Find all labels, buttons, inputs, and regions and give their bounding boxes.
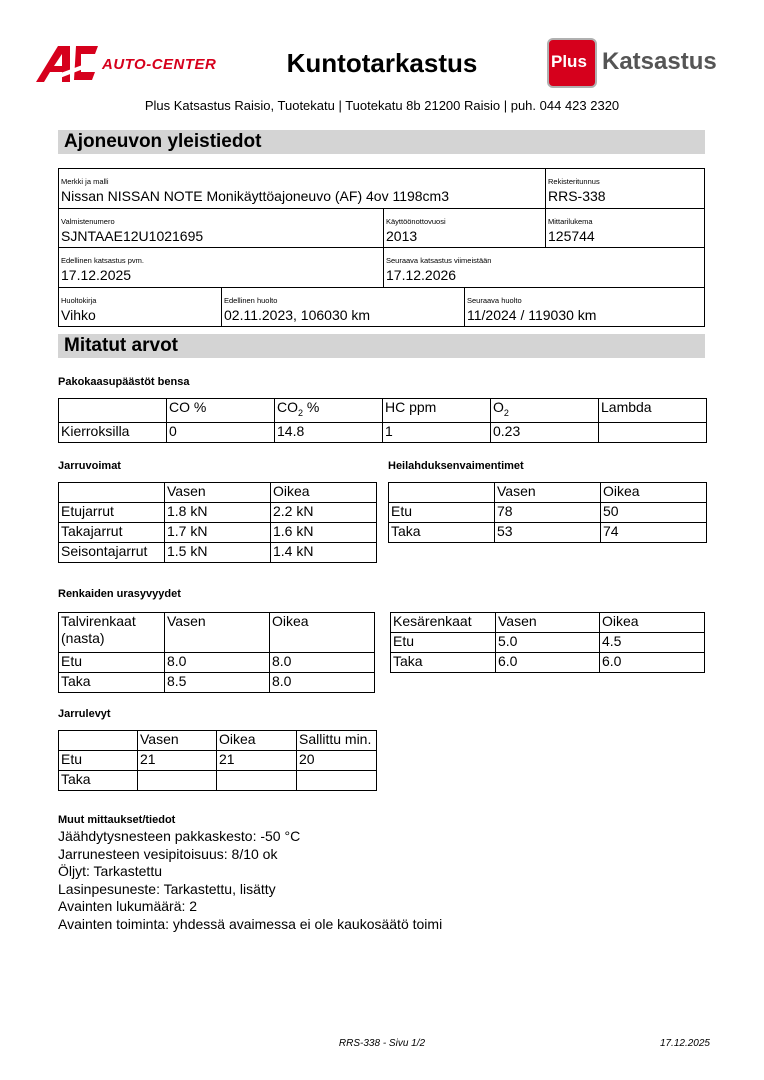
vehicle-info-grid	[58, 168, 705, 327]
left-header: Vasen	[496, 613, 600, 633]
registration-value: RRS-338	[548, 188, 606, 204]
prev-service-value: 02.11.2023, 106030 km	[224, 307, 371, 323]
table-cell	[389, 483, 495, 503]
left-header: Vasen	[165, 483, 271, 503]
shocks-title: Heilahduksenvaimentimet	[388, 460, 524, 472]
info-row	[59, 248, 704, 288]
next-inspection-label: Seuraava katsastus viimeistään	[386, 256, 492, 265]
min-value: 20	[297, 751, 377, 771]
table-cell	[59, 399, 167, 423]
list-item: Lasinpesuneste: Tarkastettu, lisätty	[58, 880, 276, 897]
other-title: Muut mittaukset/tiedot	[58, 814, 176, 826]
row-label: Taka	[391, 653, 496, 673]
right-value: 1.6 kN	[271, 523, 377, 543]
plus-katsastus-logo	[547, 38, 729, 90]
o2-header	[491, 399, 599, 423]
vin-label: Valmistenumero	[61, 217, 115, 226]
brakes-table	[58, 482, 377, 563]
o2-header-text: O	[493, 399, 504, 415]
next-inspection-value: 17.12.2026	[386, 267, 457, 283]
list-item: Jarrunesteen vesipitoisuus: 8/10 ok	[58, 845, 278, 862]
left-value: 78	[495, 503, 601, 523]
table-row	[59, 751, 377, 771]
right-value: 8.0	[270, 673, 375, 693]
co-header: CO %	[167, 399, 275, 423]
left-header: Vasen	[138, 731, 217, 751]
right-value: 50	[601, 503, 707, 523]
list-item: Avainten toiminta: yhdessä avaimessa ei ole kaukosäätö toimi	[58, 915, 443, 932]
prev-service-cell	[221, 288, 464, 326]
list-item: Avainten lukumäärä: 2	[58, 898, 198, 914]
auto-center-logo	[36, 44, 226, 84]
table-row	[59, 543, 377, 563]
right-value: 2.2 kN	[271, 503, 377, 523]
page-footer: RRS-338 - Sivu 1/2	[338, 1038, 426, 1049]
brakes-title: Jarruvoimat	[58, 460, 121, 472]
winter-tires-table	[58, 612, 375, 693]
right-header: Oikea	[600, 613, 705, 633]
table-row	[59, 653, 375, 673]
co2-header	[275, 399, 383, 423]
footer-date: 17.12.2025	[659, 1038, 710, 1049]
registration-cell	[545, 169, 706, 208]
last-inspection-label: Edellinen katsastus pvm.	[61, 256, 144, 265]
left-value: 5.0	[496, 633, 600, 653]
table-row	[59, 673, 375, 693]
service-book-cell	[59, 288, 221, 326]
hc-value: 1	[383, 422, 491, 442]
vin-cell	[59, 209, 383, 247]
station-info: Plus Katsastus Raisio, Tuotekatu | Tuotekatu 8b 21200 Raisio | puh. 044 423 2320	[144, 98, 620, 113]
left-value: 21	[138, 751, 217, 771]
summer-tires-table	[390, 612, 705, 673]
min-value	[297, 771, 377, 791]
co2-value: 14.8	[275, 422, 383, 442]
summer-tires-header: Kesärenkaat	[391, 613, 496, 633]
table-row	[389, 503, 707, 523]
section-measured-heading: Mitatut arvot	[58, 334, 705, 358]
table-row	[391, 653, 705, 673]
left-value: 1.8 kN	[165, 503, 271, 523]
left-header: Vasen	[165, 613, 270, 653]
row-label: Taka	[389, 523, 495, 543]
row-label: Seisontajarrut	[59, 543, 165, 563]
o2-subscript: 2	[503, 407, 509, 418]
table-header-row	[389, 483, 707, 503]
right-value: 6.0	[600, 653, 705, 673]
vin-value: SJNTAAE12U1021695	[61, 228, 204, 244]
odometer-label: Mittarilukema	[548, 217, 593, 226]
row-label: Etu	[391, 633, 496, 653]
brake-discs-table	[58, 730, 377, 791]
right-value	[217, 771, 297, 791]
left-value: 8.5	[165, 673, 270, 693]
winter-tires-header: Talvirenkaat (nasta)	[59, 613, 165, 653]
table-row	[59, 523, 377, 543]
right-value: 1.4 kN	[271, 543, 377, 563]
info-row	[59, 169, 704, 209]
next-service-label: Seuraava huolto	[467, 296, 522, 305]
right-value: 74	[601, 523, 707, 543]
info-row	[59, 209, 704, 248]
list-item: Öljyt: Tarkastettu	[58, 863, 163, 879]
right-value: 8.0	[270, 653, 375, 673]
table-row	[391, 633, 705, 653]
last-inspection-value: 17.12.2025	[61, 267, 132, 283]
row-label: Etu	[59, 751, 138, 771]
left-value: 1.7 kN	[165, 523, 271, 543]
co-value: 0	[167, 422, 275, 442]
row-label: Taka	[59, 673, 165, 693]
table-row	[59, 503, 377, 523]
registration-label: Rekisteritunnus	[548, 177, 600, 186]
right-header: Oikea	[270, 613, 375, 653]
last-inspection-cell	[59, 248, 383, 287]
left-value	[138, 771, 217, 791]
next-service-value: 11/2024 / 119030 km	[467, 307, 597, 323]
table-header-row	[59, 731, 377, 751]
left-value: 53	[495, 523, 601, 543]
right-header: Oikea	[271, 483, 377, 503]
row-label: Etu	[389, 503, 495, 523]
make-model-value: Nissan NISSAN NOTE Monikäyttöajoneuvo (AF) 4ov 1198cm3	[61, 188, 450, 204]
left-header: Vasen	[495, 483, 601, 503]
make-model-label: Merkki ja malli	[61, 177, 109, 186]
plus-badge-text: Plus	[551, 52, 587, 71]
co2-header-unit: %	[303, 399, 320, 415]
odometer-value: 125744	[548, 228, 595, 244]
hc-header: HC ppm	[383, 399, 491, 423]
shocks-table	[388, 482, 707, 543]
right-header: Oikea	[601, 483, 707, 503]
next-service-cell	[464, 288, 706, 326]
katsastus-wordmark: Katsastus	[602, 48, 717, 75]
lambda-header: Lambda	[599, 399, 707, 423]
tires-title: Renkaiden urasyvyydet	[58, 588, 181, 600]
co2-subscript: 2	[298, 407, 304, 418]
right-header: Oikea	[217, 731, 297, 751]
row-label: Etujarrut	[59, 503, 165, 523]
odometer-cell	[545, 209, 706, 247]
left-value: 8.0	[165, 653, 270, 673]
prev-service-label: Edellinen huolto	[224, 296, 278, 305]
right-value: 21	[217, 751, 297, 771]
make-model-cell	[59, 169, 545, 208]
table-header-row	[391, 613, 705, 633]
table-row	[59, 771, 377, 791]
table-row	[59, 422, 707, 442]
lambda-value	[599, 422, 707, 442]
emissions-table	[58, 398, 707, 443]
other-measurements-list	[58, 828, 442, 933]
emissions-title: Pakokaasupäästöt bensa	[58, 376, 190, 388]
left-value: 1.5 kN	[165, 543, 271, 563]
table-header-row	[59, 399, 707, 423]
table-header-row	[59, 483, 377, 503]
table-header-row	[59, 613, 375, 653]
row-label: Etu	[59, 653, 165, 673]
first-use-cell	[383, 209, 545, 247]
row-label: Taka	[59, 771, 138, 791]
document-title: Kuntotarkastus	[286, 48, 478, 78]
service-book-value: Vihko	[61, 307, 96, 323]
info-row	[59, 288, 704, 326]
auto-center-wordmark: AUTO-CENTER	[102, 56, 217, 73]
first-use-value: 2013	[386, 228, 418, 244]
discs-title: Jarrulevyt	[58, 708, 111, 720]
table-row	[389, 523, 707, 543]
min-header: Sallittu min.	[297, 731, 377, 751]
next-inspection-cell	[383, 248, 706, 287]
table-cell	[59, 483, 165, 503]
right-value: 4.5	[600, 633, 705, 653]
left-value: 6.0	[496, 653, 600, 673]
ac-logo-mark-icon	[36, 46, 98, 82]
row-label: Takajarrut	[59, 523, 165, 543]
table-cell	[59, 731, 138, 751]
list-item: Jäähdytysnesteen pakkaskesto: -50 °C	[58, 828, 301, 844]
service-book-label: Huoltokirja	[61, 296, 97, 305]
section-general-heading: Ajoneuvon yleistiedot	[58, 130, 705, 154]
o2-value: 0.23	[491, 422, 599, 442]
row-label: Kierroksilla	[59, 422, 167, 442]
co2-header-text: CO	[277, 399, 298, 415]
first-use-label: Käyttöönottovuosi	[386, 217, 446, 226]
